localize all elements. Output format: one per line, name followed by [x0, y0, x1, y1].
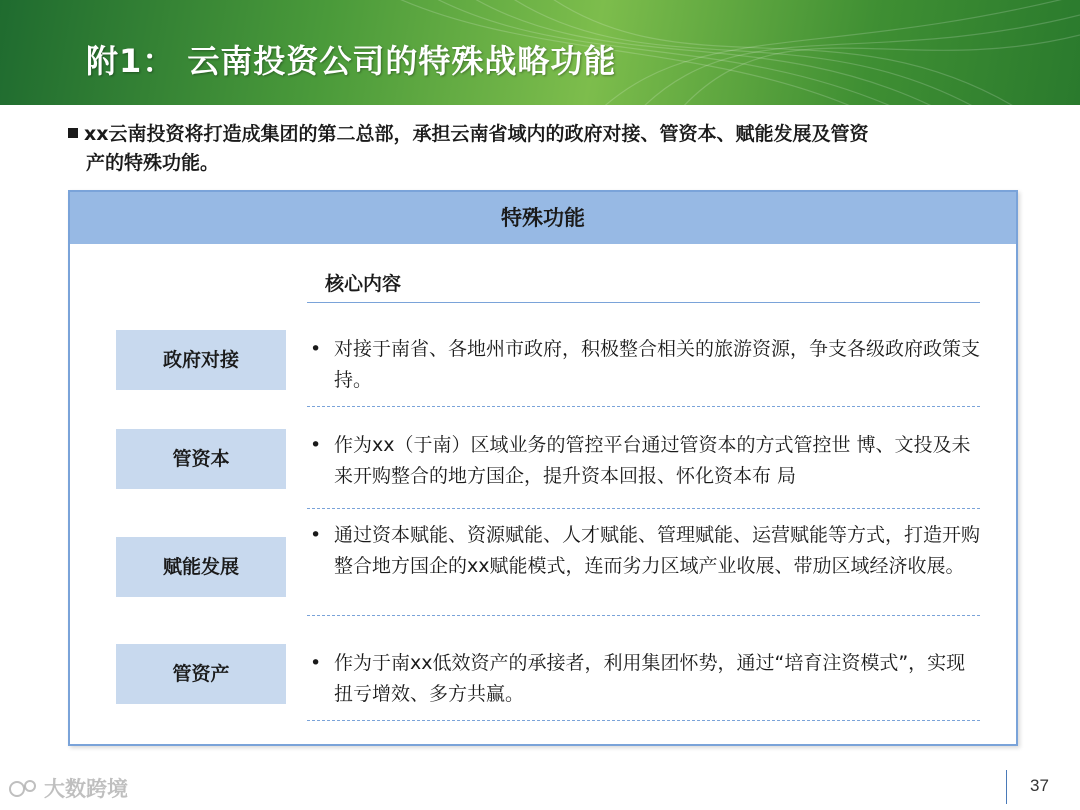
title-banner — [0, 0, 1080, 105]
item-text-empowerment: • 通过资本赋能、资源赋能、人才赋能、管理赋能、运营赋能等方式，打造开购整合地方国企的xx赋能模式，连而劣力区域产业收展、带劢区域经济收展。 — [310, 520, 980, 582]
watermark-text: 大数跨境 — [44, 777, 128, 801]
watermark — [8, 773, 128, 803]
bullet-dot: • — [310, 338, 322, 360]
square-bullet-icon — [68, 128, 78, 138]
row-divider — [307, 508, 980, 509]
row-divider — [307, 615, 980, 616]
item-text-government-liaison: • 对接于南省、各地州市政府，积极整合相关的旅游资源，争支各级政府政策支持。 — [310, 334, 980, 396]
page-title: 附1： 云南投资公司的特殊战略功能 — [86, 42, 617, 80]
panel-header: 特殊功能 — [70, 192, 1016, 244]
intro-paragraph — [68, 120, 988, 178]
label-capital-management: 管资本 — [116, 429, 286, 489]
bullet-dot: • — [310, 524, 322, 546]
label-empowerment: 赋能发展 — [116, 537, 286, 597]
row-divider — [307, 720, 980, 721]
bullet-dot: • — [310, 652, 322, 674]
intro-line-1: xx云南投资将打造成集团的第二总部，承担云南省域内的政府对接、管资本、赋能发展及管资 — [84, 123, 869, 145]
item-text-capital-management: • 作为xx（于南）区域业务的管控平台通过管资本的方式管控世 博、文投及未来开购整合的地方国企，提升资本回报、怀化资本布 局 — [310, 430, 980, 492]
footer-divider — [1006, 770, 1007, 804]
intro-line-2: 产的特殊功能。 — [86, 152, 220, 174]
core-content-divider — [307, 302, 980, 303]
bullet-dot: • — [310, 434, 322, 456]
page-number: 37 — [1030, 776, 1049, 795]
label-government-liaison: 政府对接 — [116, 330, 286, 390]
special-functions-panel — [68, 190, 1018, 746]
row-divider — [307, 406, 980, 407]
item-text-asset-management: • 作为于南xx低效资产的承接者，利用集团怀势，通过“培育注资模式”，实现扭亏增效、多方共赢。 — [310, 648, 980, 710]
watermark-logo-icon — [8, 777, 42, 801]
label-asset-management: 管资产 — [116, 644, 286, 704]
core-content-title: 核心内容 — [325, 273, 402, 295]
